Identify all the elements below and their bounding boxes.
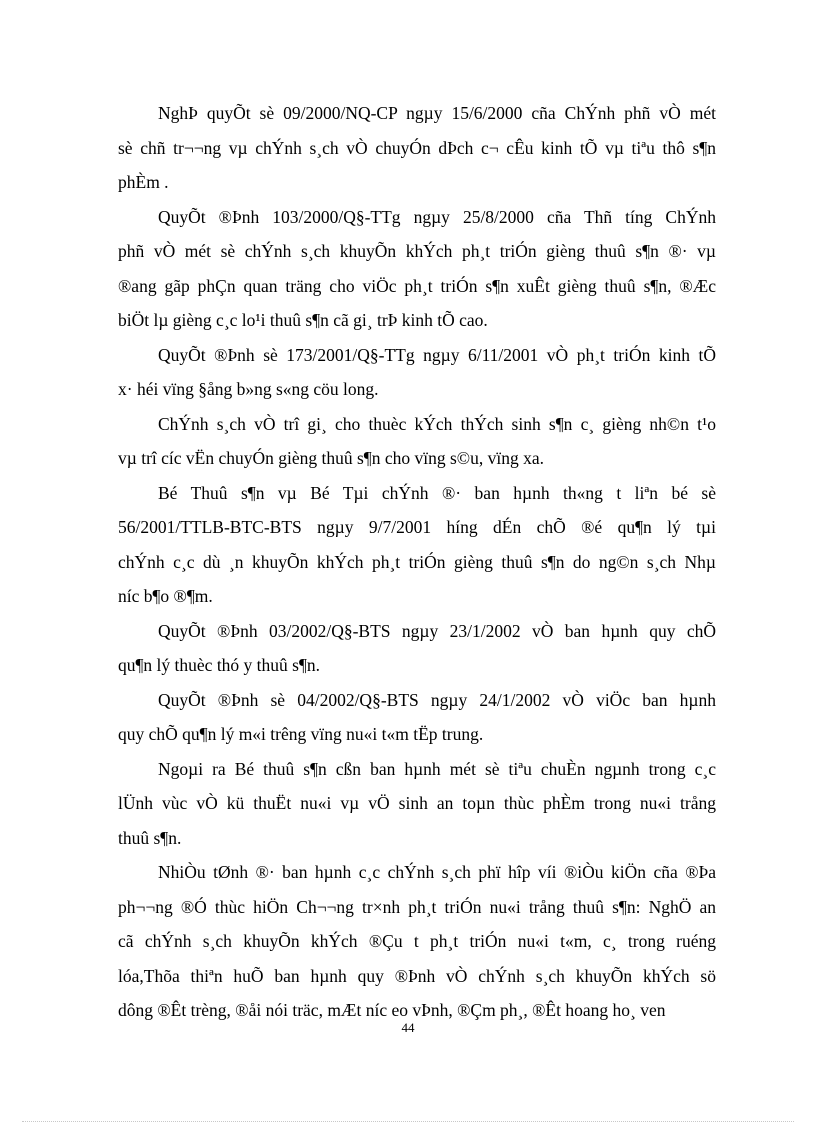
paragraph	[118, 96, 716, 200]
text-line: thuû s¶n.	[118, 827, 182, 848]
paragraph	[118, 338, 716, 407]
text-line: ChÝnh s¸ch vÒ trî gi¸ cho thuèc kÝch thÝch sinh s¶n c¸ gièng nh©n t¹o	[158, 413, 716, 434]
text-line: 56/2001/TTLB-BTC-BTS ngµy 9/7/2001 híng dÉn chÕ ®é qu¶n lý tµi	[118, 517, 716, 537]
text-line: NghÞ quyÕt sè 09/2000/NQ-CP ngµy 15/6/2000 cña ChÝnh phñ vÒ mét	[158, 103, 716, 123]
text-line: QuyÕt ®Þnh 03/2002/Q§-BTS ngµy 23/1/2002 vÒ ban hµnh quy chÕ	[158, 620, 716, 641]
paragraph	[118, 200, 716, 338]
text-line: QuyÕt ®Þnh sè 04/2002/Q§-BTS ngµy 24/1/2002 vÒ viÖc ban hµnh	[158, 689, 716, 710]
text-line: Ngoµi ra Bé thuû s¶n cßn ban hµnh mét sè tiªu chuÈn ngµnh trong c¸c	[158, 758, 716, 779]
paragraph	[118, 855, 716, 1028]
text-line: chÝnh c¸c dù ¸n khuyÕn khÝch ph¸t triÓn gièng thuû s¶n do ng©n s¸ch Nhµ	[118, 551, 716, 572]
text-line: sè chñ tr¬¬ng vµ chÝnh s¸ch vÒ chuyÓn dÞch c¬ cÊu kinh tÕ vµ tiªu thô s¶n	[118, 137, 716, 158]
text-line: dông ®Êt trèng, ®åi nói träc, mÆt níc eo vÞnh, ®Çm ph¸, ®Êt hoang ho¸ ven	[118, 1000, 666, 1020]
text-line: lÜnh vùc vÒ kü thuËt nu«i vµ vÖ sinh an toµn thùc phÈm trong nu«i trång	[118, 793, 716, 813]
text-line: ph¬¬ng ®Ó thùc hiÖn Ch¬¬ng tr×nh ph¸t triÓn nu«i trång thuû s¶n: NghÖ an	[118, 896, 716, 917]
paragraph	[118, 407, 716, 476]
paragraph	[118, 683, 716, 752]
text-line: biÖt lµ gièng c¸c lo¹i thuû s¶n cã gi¸ trÞ kinh tÕ cao.	[118, 310, 488, 330]
text-line: NhiÒu tØnh ®· ban hµnh c¸c chÝnh s¸ch phï hîp víi ®iÒu kiÖn cña ®Þa	[158, 862, 716, 882]
page-number: 44	[401, 1020, 415, 1035]
text-line: QuyÕt ®Þnh 103/2000/Q§-TTg ngµy 25/8/2000 cña Thñ tíng ChÝnh	[158, 206, 716, 227]
text-line: QuyÕt ®Þnh sè 173/2001/Q§-TTg ngµy 6/11/2001 vÒ ph¸t triÓn kinh tÕ	[158, 344, 716, 365]
page-bottom-rule	[22, 1121, 794, 1122]
paragraph	[118, 614, 716, 683]
text-line: phÈm .	[118, 172, 169, 192]
text-line: qu¶n lý thuèc thó y thuû s¶n.	[118, 655, 321, 675]
paragraph	[118, 752, 716, 856]
text-line: ®ang gãp phÇn quan träng cho viÖc ph¸t triÓn s¶n xuÊt gièng thuû s¶n, ®Æc	[118, 275, 716, 296]
text-line: vµ trî cíc vËn chuyÓn gièng thuû s¶n cho vïng s©u, vïng xa.	[118, 448, 544, 468]
document-body	[118, 96, 716, 1028]
paragraph	[118, 476, 716, 614]
text-line: Bé Thuû s¶n vµ Bé Tµi chÝnh ®· ban hµnh th«ng t liªn bé sè	[158, 482, 716, 503]
text-line: cã chÝnh s¸ch khuyÕn khÝch ®Çu t ph¸t triÓn nu«i t«m, c¸ trong ruéng	[118, 931, 716, 951]
text-line: x· héi vïng §ång b»ng s«ng cöu long.	[118, 379, 379, 399]
text-line: níc b¶o ®¶m.	[118, 586, 213, 606]
text-line: phñ vÒ mét sè chÝnh s¸ch khuyÕn khÝch ph¸t triÓn gièng thuû s¶n ®· vµ	[118, 241, 716, 261]
text-line: quy chÕ qu¶n lý m«i trêng vïng nu«i t«m tËp trung.	[118, 724, 484, 744]
text-line: lóa,Thõa thiªn huÕ ban hµnh quy ®Þnh vÒ chÝnh s¸ch khuyÕn khÝch sö	[118, 965, 716, 986]
